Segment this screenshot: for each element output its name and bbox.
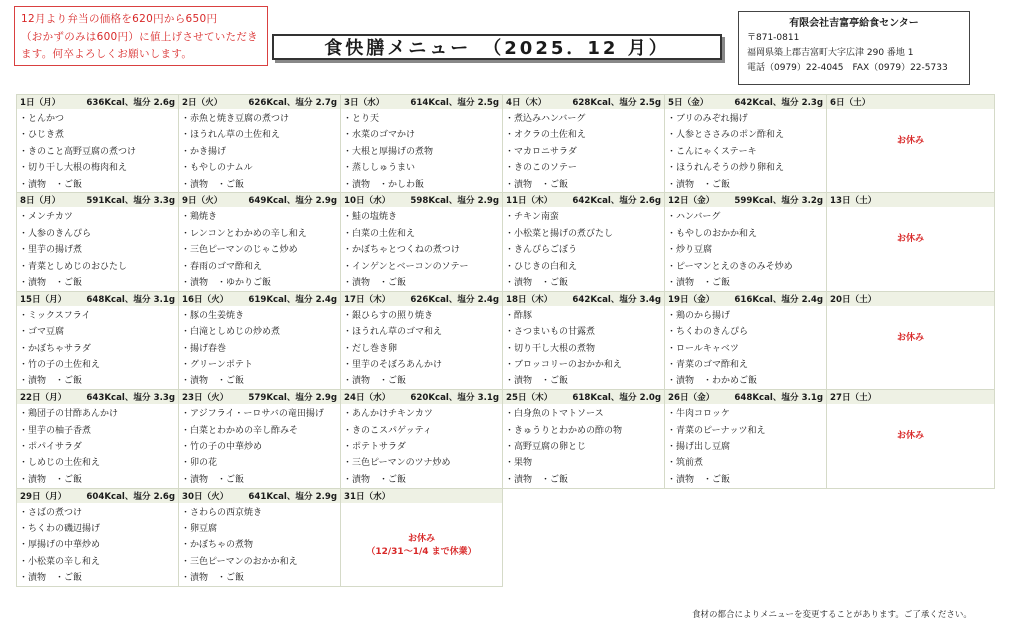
menu-item: ・ ミックスフライ	[19, 308, 178, 324]
price-notice: 12月より弁当の価格を620円から650円 （おかずのみは600円）に値上げさせていただきます。何卒よろしくお願いします。	[14, 6, 268, 66]
day-header	[341, 95, 502, 109]
menu-list	[341, 306, 502, 390]
day-date: 15日（月）	[20, 294, 67, 305]
menu-item: ・ 漬物 ・ご飯	[181, 177, 340, 193]
holiday-label: お休み （12/31～1/4 まで休業）	[366, 533, 477, 557]
company-postal: 〒871-0811	[747, 33, 800, 43]
menu-list	[503, 207, 664, 291]
menu-item: ・ 白滝としめじの炒め煮	[181, 324, 340, 340]
day-date: 25日（木）	[506, 393, 553, 404]
menu-item: ・ 大根と厚揚げの煮物	[343, 144, 502, 160]
menu-item: ・ 卯の花	[181, 455, 340, 471]
day-nutrition: 614Kcal、塩分 2.5g	[410, 98, 499, 108]
day-nutrition: 649Kcal、塩分 2.9g	[248, 196, 337, 207]
day-cell	[179, 489, 341, 587]
day-header	[503, 390, 664, 404]
day-header	[17, 193, 178, 207]
menu-item: ・ 竹の子の土佐和え	[19, 357, 178, 373]
page-title: 食快膳メニュー （2025．12 月）	[272, 34, 722, 60]
menu-item: ・ メンチカツ	[19, 209, 178, 225]
day-date: 17日（木）	[344, 294, 391, 305]
day-date: 23日（火）	[182, 393, 229, 404]
day-nutrition: 604Kcal、塩分 2.6g	[86, 491, 175, 502]
menu-item: ・ 白菜とわかめの辛し酢みそ	[181, 423, 340, 439]
day-date: 16日（火）	[182, 294, 229, 305]
menu-list	[503, 404, 664, 488]
day-header	[341, 193, 502, 207]
day-cell-holiday	[827, 193, 995, 291]
footer-note: 食材の都合によりメニューを変更することがあります。ご了承ください。	[692, 610, 972, 620]
menu-item: ・ ブリのみぞれ揚げ	[667, 111, 826, 127]
menu-item: ・ ひじきの白和え	[505, 259, 664, 275]
menu-item: ・ きのこのソテー	[505, 160, 664, 176]
menu-list	[665, 109, 826, 193]
menu-list	[179, 306, 340, 390]
menu-calendar	[16, 94, 995, 587]
day-nutrition: 598Kcal、塩分 2.9g	[410, 196, 499, 207]
day-cell	[665, 193, 827, 291]
menu-item: ・ ほうれん草のゴマ和え	[343, 324, 502, 340]
menu-item: ・ ポパイサラダ	[19, 439, 178, 455]
menu-item: ・ アジフライ・ーロサバの竜田揚げ	[181, 406, 340, 422]
day-header	[827, 292, 994, 306]
menu-item: ・ 青菜としめじのおひたし	[19, 259, 178, 275]
menu-item: ・ チキン南蛮	[505, 209, 664, 225]
day-date: 9日（火）	[182, 196, 223, 207]
menu-item: ・ 漬物 ・かしわ飯	[343, 177, 502, 193]
menu-item: ・ ゴマ豆腐	[19, 324, 178, 340]
day-cell	[503, 390, 665, 488]
menu-item: ・ ちくわのきんぴら	[667, 324, 826, 340]
holiday-label: お休み	[896, 136, 924, 146]
menu-item: ・ 漬物 ・ご飯	[667, 177, 826, 193]
menu-item: ・ かぼちゃの煮物	[181, 537, 340, 553]
menu-item: ・ 里芋の揚げ煮	[19, 242, 178, 258]
day-header	[503, 95, 664, 109]
day-cell	[503, 95, 665, 193]
day-cell	[17, 292, 179, 390]
menu-item: ・ 漬物 ・ご飯	[181, 472, 340, 488]
menu-list	[17, 503, 178, 587]
menu-item: ・ 漬物 ・ご飯	[343, 472, 502, 488]
day-cell-holiday	[341, 489, 503, 587]
menu-item: ・ 三色ピーマンのツナ炒め	[343, 455, 502, 471]
day-date: 3日（水）	[344, 98, 385, 108]
day-cell	[179, 390, 341, 488]
menu-item: ・ 漬物 ・ご飯	[19, 177, 178, 193]
menu-item: ・ もやしのおかか和え	[667, 226, 826, 242]
day-nutrition: 599Kcal、塩分 3.2g	[734, 196, 823, 207]
day-nutrition: 626Kcal、塩分 2.7g	[248, 98, 337, 108]
day-header	[17, 95, 178, 109]
day-header	[665, 193, 826, 207]
menu-item: ・ 鶏焼き	[181, 209, 340, 225]
menu-item: ・ 漬物 ・ご飯	[667, 472, 826, 488]
day-cell	[17, 390, 179, 488]
menu-item: ・ 里芋のそぼろあんかけ	[343, 357, 502, 373]
menu-item: ・ きのこと高野豆腐の煮つけ	[19, 144, 178, 160]
day-nutrition: 642Kcal、塩分 2.6g	[572, 196, 661, 207]
menu-item: ・ インゲンとベーコンのソテー	[343, 259, 502, 275]
day-nutrition: 619Kcal、塩分 2.4g	[248, 294, 337, 305]
menu-list	[503, 306, 664, 390]
menu-item: ・ レンコンとわかめの辛し和え	[181, 226, 340, 242]
menu-item: ・ とんかつ	[19, 111, 178, 127]
day-date: 5日（金）	[668, 98, 709, 108]
menu-list	[341, 207, 502, 291]
menu-item: ・ 切り干し大根の梅肉和え	[19, 160, 178, 176]
menu-item: ・ 揚げ出し豆腐	[667, 439, 826, 455]
day-nutrition: 642Kcal、塩分 3.4g	[572, 294, 661, 305]
menu-item: ・ 厚揚げの中華炒め	[19, 537, 178, 553]
menu-item: ・ 白菜の土佐和え	[343, 226, 502, 242]
menu-item: ・ 三色ピーマンのじゃこ炒め	[181, 242, 340, 258]
day-date: 13日（土）	[830, 196, 877, 207]
menu-item: ・ 切り干し大根の煮物	[505, 341, 664, 357]
menu-item: ・ もやしのナムル	[181, 160, 340, 176]
menu-list	[341, 109, 502, 193]
menu-list	[179, 404, 340, 488]
day-date: 29日（月）	[20, 491, 67, 502]
day-cell	[503, 292, 665, 390]
menu-item: ・ 青菜のピーナッツ和え	[667, 423, 826, 439]
empty-cell	[665, 489, 827, 587]
empty-cell	[827, 489, 995, 587]
menu-item: ・ ちくわの磯辺揚げ	[19, 521, 178, 537]
day-header	[665, 292, 826, 306]
day-nutrition: 642Kcal、塩分 2.3g	[734, 98, 823, 108]
day-header	[341, 489, 502, 503]
menu-item: ・ 水菜のゴマかけ	[343, 127, 502, 143]
day-header	[827, 390, 994, 404]
day-header	[17, 292, 178, 306]
day-cell	[665, 95, 827, 193]
day-header	[341, 390, 502, 404]
menu-item: ・ 三色ピーマンのおかか和え	[181, 554, 340, 570]
day-date: 18日（木）	[506, 294, 553, 305]
menu-item: ・ さわらの西京焼き	[181, 505, 340, 521]
menu-item: ・ ポテトサラダ	[343, 439, 502, 455]
day-nutrition: 641Kcal、塩分 2.9g	[248, 491, 337, 502]
empty-cell	[503, 489, 665, 587]
menu-item: ・ 漬物 ・ご飯	[343, 275, 502, 291]
day-nutrition: 618Kcal、塩分 2.0g	[572, 393, 661, 404]
day-header	[827, 95, 994, 109]
holiday-label: お休み	[896, 234, 924, 245]
day-cell	[17, 489, 179, 587]
menu-item: ・ 銀ひらすの照り焼き	[343, 308, 502, 324]
menu-item: ・ 漬物 ・ご飯	[19, 570, 178, 586]
menu-item: ・ 里芋の柚子香煮	[19, 423, 178, 439]
day-header	[179, 390, 340, 404]
menu-list	[665, 306, 826, 390]
menu-item: ・ 漬物 ・ご飯	[181, 373, 340, 389]
menu-item: ・ グリーンポテト	[181, 357, 340, 373]
menu-item: ・ 筑前煮	[667, 455, 826, 471]
day-cell	[341, 95, 503, 193]
day-nutrition: 636Kcal、塩分 2.6g	[86, 98, 175, 108]
day-header	[17, 390, 178, 404]
day-nutrition: 591Kcal、塩分 3.3g	[86, 196, 175, 207]
day-header	[503, 193, 664, 207]
menu-item: ・ ひじき煮	[19, 127, 178, 143]
day-cell	[179, 193, 341, 291]
menu-item: ・ ブロッコリーのおかか和え	[505, 357, 664, 373]
day-header	[179, 193, 340, 207]
day-date: 26日（金）	[668, 393, 715, 404]
menu-item: ・ 白身魚のトマトソース	[505, 406, 664, 422]
menu-list	[17, 109, 178, 193]
menu-item: ・ さばの煮つけ	[19, 505, 178, 521]
menu-item: ・ ほうれん草の土佐和え	[181, 127, 340, 143]
menu-item: ・ 漬物 ・ご飯	[667, 275, 826, 291]
menu-item: ・ 酢豚	[505, 308, 664, 324]
day-date: 12日（金）	[668, 196, 715, 207]
day-cell	[665, 292, 827, 390]
holiday-label: お休み	[896, 332, 924, 343]
day-date: 22日（月）	[20, 393, 67, 404]
day-date: 10日（水）	[344, 196, 391, 207]
day-header	[17, 489, 178, 503]
menu-item: ・ しめじの土佐和え	[19, 455, 178, 471]
day-nutrition: 648Kcal、塩分 3.1g	[86, 294, 175, 305]
menu-item: ・ 小松菜の辛し和え	[19, 554, 178, 570]
day-nutrition: 643Kcal、塩分 3.3g	[86, 393, 175, 404]
menu-item: ・ かぼちゃサラダ	[19, 341, 178, 357]
menu-item: ・ 漬物 ・ご飯	[505, 373, 664, 389]
menu-item: ・ 鶏団子の甘酢あんかけ	[19, 406, 178, 422]
menu-list	[503, 109, 664, 193]
menu-list	[17, 404, 178, 488]
menu-item: ・ きゅうりとわかめの酢の物	[505, 423, 664, 439]
day-header	[665, 390, 826, 404]
menu-item: ・ オクラの土佐和え	[505, 127, 664, 143]
day-nutrition: 579Kcal、塩分 2.9g	[248, 393, 337, 404]
day-nutrition: 620Kcal、塩分 3.1g	[410, 393, 499, 404]
day-date: 19日（金）	[668, 294, 715, 305]
menu-list	[341, 404, 502, 488]
menu-item: ・ ほうれんそうの炒り卵和え	[667, 160, 826, 176]
company-info	[738, 11, 970, 85]
day-header	[179, 292, 340, 306]
menu-item: ・ ピーマンとえのきのみそ炒め	[667, 259, 826, 275]
company-phone: 電話（0979）22-4045 FAX（0979）22-5733	[747, 63, 948, 73]
day-date: 27日（土）	[830, 393, 877, 404]
day-date: 8日（月）	[20, 196, 61, 207]
day-cell	[341, 292, 503, 390]
menu-list	[665, 404, 826, 488]
day-nutrition: 628Kcal、塩分 2.5g	[572, 98, 661, 108]
day-date: 24日（水）	[344, 393, 391, 404]
day-date: 2日（火）	[182, 98, 223, 108]
menu-item: ・ きんぴらごぼう	[505, 242, 664, 258]
day-date: 31日（水）	[344, 491, 391, 502]
menu-item: ・ ロールキャベツ	[667, 341, 826, 357]
day-cell	[17, 95, 179, 193]
menu-item: ・ 人参とささみのポン酢和え	[667, 127, 826, 143]
day-date: 6日（土）	[830, 98, 871, 108]
day-date: 4日（木）	[506, 98, 547, 108]
menu-item: ・ こんにゃくステーキ	[667, 144, 826, 160]
day-header	[179, 95, 340, 109]
menu-item: ・ 漬物 ・ご飯	[19, 472, 178, 488]
day-cell	[179, 95, 341, 193]
menu-item: ・ かぼちゃとつくねの煮つけ	[343, 242, 502, 258]
day-header	[341, 292, 502, 306]
menu-item: ・ だし巻き卵	[343, 341, 502, 357]
menu-list	[179, 503, 340, 587]
menu-item: ・ 炒り豆腐	[667, 242, 826, 258]
menu-item: ・ とり天	[343, 111, 502, 127]
menu-item: ・ かき揚げ	[181, 144, 340, 160]
day-header	[179, 489, 340, 503]
menu-item: ・ 人参のきんぴら	[19, 226, 178, 242]
holiday-label: お休み	[896, 431, 924, 442]
menu-item: ・ きのこスパゲッティ	[343, 423, 502, 439]
menu-item: ・ 漬物 ・わかめご飯	[667, 373, 826, 389]
menu-item: ・ 漬物 ・ご飯	[19, 275, 178, 291]
menu-item: ・ さつまいもの甘露煮	[505, 324, 664, 340]
menu-item: ・ 鮭の塩焼き	[343, 209, 502, 225]
day-cell	[17, 193, 179, 291]
company-name: 有限会社吉富亭給食センター	[789, 18, 919, 29]
day-cell-holiday	[827, 95, 995, 193]
day-date: 1日（月）	[20, 98, 61, 108]
menu-list	[179, 109, 340, 193]
menu-item: ・ 漬物 ・ご飯	[505, 472, 664, 488]
menu-list	[17, 207, 178, 291]
day-cell-holiday	[827, 292, 995, 390]
menu-item: ・ 漬物 ・ご飯	[181, 570, 340, 586]
menu-item: ・ 豚の生姜焼き	[181, 308, 340, 324]
day-cell	[341, 390, 503, 488]
day-cell	[665, 390, 827, 488]
day-cell	[179, 292, 341, 390]
menu-list	[17, 306, 178, 390]
day-nutrition: 648Kcal、塩分 3.1g	[734, 393, 823, 404]
day-cell-holiday	[827, 390, 995, 488]
menu-item: ・ マカロニサラダ	[505, 144, 664, 160]
day-cell	[341, 193, 503, 291]
menu-item: ・ 漬物 ・ゆかりご飯	[181, 275, 340, 291]
menu-item: ・ 小松菜と揚げの煮びたし	[505, 226, 664, 242]
day-header	[503, 292, 664, 306]
menu-item: ・ 蒸ししゅうまい	[343, 160, 502, 176]
menu-item: ・ 牛肉コロッケ	[667, 406, 826, 422]
menu-item: ・ 漬物 ・ご飯	[19, 373, 178, 389]
menu-item: ・ 漬物 ・ご飯	[343, 373, 502, 389]
menu-item: ・ 春雨のゴマ酢和え	[181, 259, 340, 275]
day-cell	[503, 193, 665, 291]
menu-item: ・ 高野豆腐の卵とじ	[505, 439, 664, 455]
menu-item: ・ 揚げ春巻	[181, 341, 340, 357]
day-header	[665, 95, 826, 109]
day-nutrition: 616Kcal、塩分 2.4g	[734, 294, 823, 305]
menu-list	[179, 207, 340, 291]
menu-list	[665, 207, 826, 291]
menu-item: ・ 卵豆腐	[181, 521, 340, 537]
menu-item: ・ 鶏のから揚げ	[667, 308, 826, 324]
menu-item: ・ 果物	[505, 455, 664, 471]
day-date: 11日（木）	[506, 196, 553, 207]
menu-item: ・ 赤魚と焼き豆腐の煮つけ	[181, 111, 340, 127]
company-address: 福岡県築上郡吉富町大字広津 290 番地 1	[747, 48, 914, 58]
day-date: 20日（土）	[830, 294, 877, 305]
menu-item: ・ 煮込みハンバーグ	[505, 111, 664, 127]
day-date: 30日（火）	[182, 491, 229, 502]
menu-item: ・ 漬物 ・ご飯	[505, 177, 664, 193]
menu-item: ・ ハンバーグ	[667, 209, 826, 225]
menu-item: ・ 漬物 ・ご飯	[505, 275, 664, 291]
menu-item: ・ あんかけチキンカツ	[343, 406, 502, 422]
day-nutrition: 626Kcal、塩分 2.4g	[410, 294, 499, 305]
menu-item: ・ 竹の子の中華炒め	[181, 439, 340, 455]
menu-item: ・ 青菜のゴマ酢和え	[667, 357, 826, 373]
day-header	[827, 193, 994, 207]
